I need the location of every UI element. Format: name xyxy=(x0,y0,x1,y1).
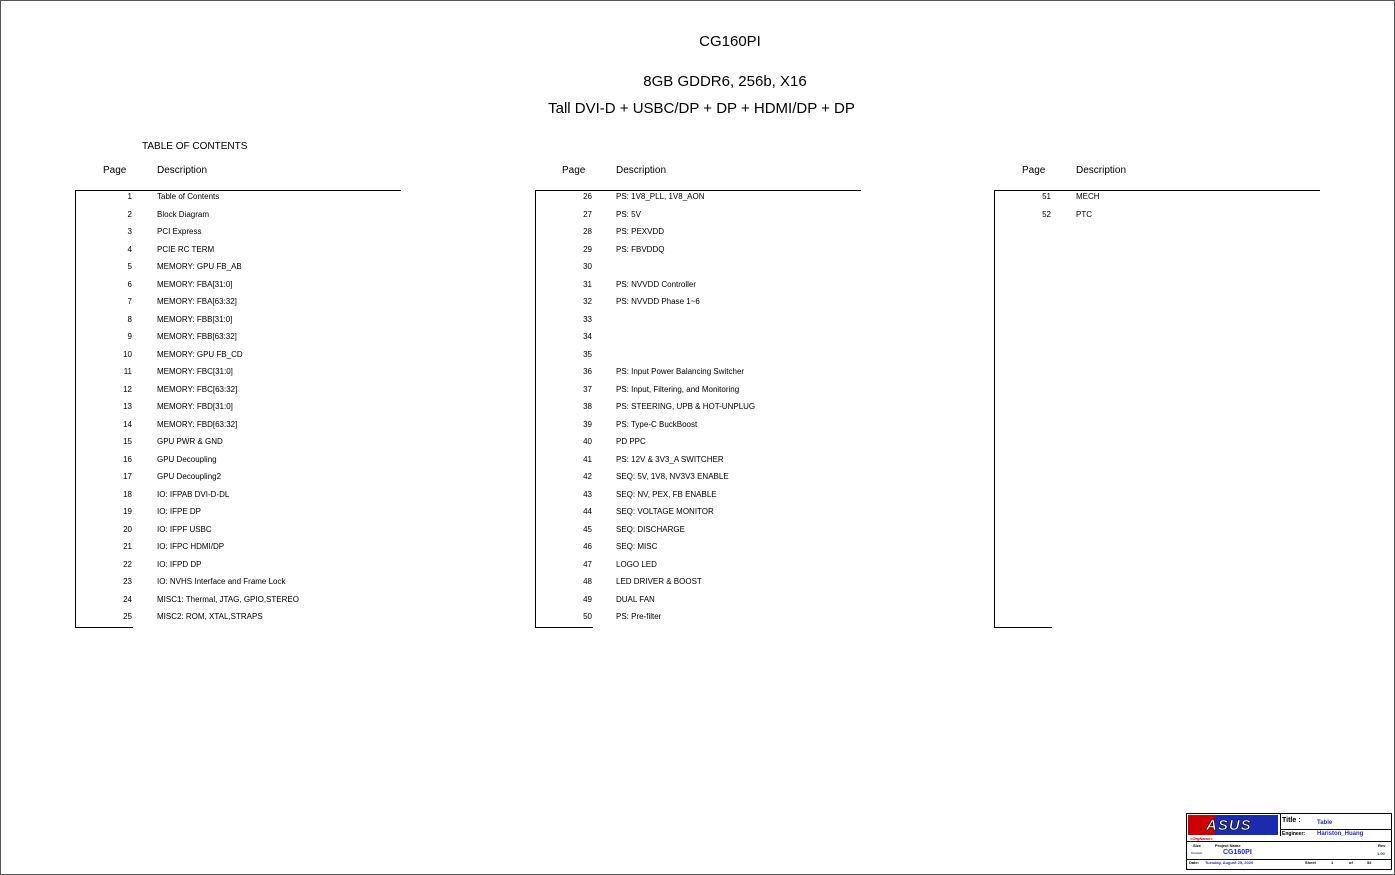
toc-page-number: 32 xyxy=(583,297,592,306)
toc-description: IO: IFPC HDMI/DP xyxy=(157,542,225,551)
toc-page-number: 15 xyxy=(123,437,132,446)
toc-description: Table of Contents xyxy=(157,192,220,201)
toc-description: PS: Input, Filtering, and Monitoring xyxy=(616,384,740,394)
toc-description: MECH xyxy=(1076,192,1100,201)
toc-description: PS: Input Power Balancing Switcher xyxy=(616,367,745,376)
toc-page-number: 30 xyxy=(583,262,592,271)
toc-description: MEMORY: FBB[31:0] xyxy=(157,314,233,324)
toc-description: MEMORY: FBA[31:0] xyxy=(157,279,233,289)
toc-page-number: 47 xyxy=(583,559,592,569)
toc-page-number: 9 xyxy=(127,332,132,341)
toc-page-number: 49 xyxy=(583,594,592,604)
size-value: Custom xyxy=(1191,851,1203,855)
rev-label: Rev xyxy=(1378,843,1386,848)
toc-page-number: 14 xyxy=(123,419,132,429)
title-block-rule xyxy=(1187,841,1391,842)
engineer-value: Hariston_Huang xyxy=(1317,831,1364,837)
asus-logo xyxy=(1188,815,1278,835)
toc-description: LED DRIVER & BOOST xyxy=(616,577,702,586)
org-name: <OrgName> xyxy=(1190,836,1213,841)
toc-description: PS: FBVDDQ xyxy=(616,244,665,254)
toc-description: IO: IFPD DP xyxy=(157,559,202,569)
toc-description: Block Diagram xyxy=(157,209,210,219)
date-value: Tuesday, August 25, 2020 xyxy=(1205,860,1254,865)
toc-description: IO: IFPE DP xyxy=(157,507,202,516)
outputs-title: Tall DVI-D + USBC/DP + DP + HDMI/DP + DP xyxy=(548,100,855,117)
toc-page-number: 45 xyxy=(583,524,592,534)
toc-description: MEMORY: FBC[31:0] xyxy=(157,367,233,376)
rev-value: 1.00 xyxy=(1377,851,1385,856)
toc-page-number: 1 xyxy=(127,192,132,201)
toc-description: GPU Decoupling2 xyxy=(157,472,222,481)
toc-page-number: 22 xyxy=(123,559,132,569)
toc-description: MEMORY: FBB[63:32] xyxy=(157,332,237,341)
page-column-header: Page xyxy=(562,165,586,176)
toc-page-number: 13 xyxy=(123,402,132,411)
toc-page-number: 43 xyxy=(583,489,592,499)
description-column-header: Description xyxy=(157,165,208,176)
description-column-header: Description xyxy=(616,165,667,176)
toc-description: PS: 12V & 3V3_A SWITCHER xyxy=(616,454,724,464)
toc-page-number: 2 xyxy=(127,209,132,219)
toc-page-number: 16 xyxy=(123,454,132,464)
toc-heading: TABLE OF CONTENTS xyxy=(142,141,248,152)
toc-page-number: 4 xyxy=(127,244,132,254)
toc-page-number: 3 xyxy=(127,227,132,236)
toc-description: MISC2: ROM, XTAL,STRAPS xyxy=(157,612,263,621)
toc-description: PCI Express xyxy=(157,227,202,236)
toc-page-number: 20 xyxy=(123,524,132,534)
memory-config-title: 8GB GDDR6, 256b, X16 xyxy=(643,73,807,90)
toc-page-number: 37 xyxy=(583,384,592,394)
toc-page-number: 17 xyxy=(123,472,132,481)
project-name-label: Project Name xyxy=(1215,843,1241,848)
toc-page-number: 42 xyxy=(583,472,592,481)
date-label: Date: xyxy=(1189,860,1200,865)
logo-text: ASUS xyxy=(1206,817,1252,834)
toc-page-number: 29 xyxy=(583,244,592,254)
title-block xyxy=(1186,813,1392,870)
toc-page-number: 44 xyxy=(583,507,592,516)
toc-description: SEQ: MISC xyxy=(616,542,658,551)
project-name-value: CG160PI xyxy=(1223,849,1252,856)
table-left-rule xyxy=(535,190,536,627)
toc-page-number: 10 xyxy=(123,349,132,359)
toc-description: PS: PEXVDD xyxy=(616,227,665,236)
page-column-header: Page xyxy=(103,165,127,176)
project-title: CG160PI xyxy=(699,33,761,50)
toc-description: PD PPC xyxy=(616,437,646,446)
engineer-label: Engineer: xyxy=(1282,831,1306,837)
toc-page-number: 12 xyxy=(123,384,132,394)
toc-description: IO: IFPF USBC xyxy=(157,524,212,534)
toc-page-number: 8 xyxy=(127,314,132,324)
toc-description: SEQ: DISCHARGE xyxy=(616,524,685,534)
toc-page-number: 24 xyxy=(123,594,132,604)
toc-page-number: 38 xyxy=(583,402,592,411)
toc-description: PS: 5V xyxy=(616,209,641,219)
toc-description: MEMORY: FBD[63:32] xyxy=(157,419,238,429)
toc-page-number: 11 xyxy=(123,367,132,376)
toc-description: IO: NVHS Interface and Frame Lock xyxy=(157,577,286,586)
toc-page-number: 51 xyxy=(1042,192,1051,201)
toc-page-number: 18 xyxy=(123,489,132,499)
toc-page-number: 23 xyxy=(123,577,132,586)
toc-description: PS: 1V8_PLL, 1V8_AON xyxy=(616,192,705,201)
toc-page-number: 40 xyxy=(583,437,592,446)
toc-description: GPU PWR & GND xyxy=(157,437,223,446)
toc-description: SEQ: NV, PEX, FB ENABLE xyxy=(616,489,717,499)
toc-description: DUAL FAN xyxy=(616,594,655,604)
page-column-header: Page xyxy=(1022,165,1046,176)
toc-description: PS: NVVDD Controller xyxy=(616,279,697,289)
toc-description: SEQ: 5V, 1V8, NV3V3 ENABLE xyxy=(616,472,729,481)
toc-page-number: 34 xyxy=(583,332,592,341)
toc-description: MISC1: Thermal, JTAG, GPIO,STEREO xyxy=(157,594,299,604)
table-bottom-rule xyxy=(75,627,133,628)
toc-description: SEQ: VOLTAGE MONITOR xyxy=(616,507,714,516)
toc-description: LOGO LED xyxy=(616,559,657,569)
toc-description: GPU Decoupling xyxy=(157,454,217,464)
toc-page-number: 19 xyxy=(123,507,132,516)
toc-description: PS: Type-C BuckBoost xyxy=(616,419,698,429)
table-bottom-rule xyxy=(994,627,1052,628)
toc-page-number: 48 xyxy=(583,577,592,586)
size-label: Size xyxy=(1193,843,1202,848)
toc-page-number: 41 xyxy=(583,454,592,464)
table-left-rule xyxy=(994,190,995,627)
toc-description: PTC xyxy=(1076,209,1092,219)
toc-page-number: 26 xyxy=(583,192,592,201)
toc-page-number: 27 xyxy=(583,209,592,219)
toc-page-number: 21 xyxy=(123,542,132,551)
toc-page-number: 50 xyxy=(583,612,592,621)
toc-description: PCIE RC TERM xyxy=(157,244,215,254)
sheet-label: Sheet xyxy=(1305,860,1316,865)
toc-page-number: 36 xyxy=(583,367,592,376)
title-block-divider xyxy=(1280,814,1281,836)
description-column-header: Description xyxy=(1076,165,1127,176)
title-label: Title : xyxy=(1282,817,1301,824)
toc-page-number: 28 xyxy=(583,227,592,236)
table-left-rule xyxy=(75,190,76,627)
of-value: 52 xyxy=(1367,860,1372,865)
toc-description: MEMORY: GPU FB_CD xyxy=(157,349,243,359)
toc-page-number: 5 xyxy=(127,262,132,271)
title-value: Table xyxy=(1317,820,1333,826)
toc-description: PS: STEERING, UPB & HOT-UNPLUG xyxy=(616,402,756,411)
of-label: of xyxy=(1349,860,1353,865)
sheet-value: 1 xyxy=(1331,860,1334,865)
toc-page-number: 39 xyxy=(583,419,592,429)
toc-description: MEMORY: FBA[63:32] xyxy=(157,297,237,306)
toc-description: PS: NVVDD Phase 1~6 xyxy=(616,297,700,306)
toc-page-number: 33 xyxy=(583,314,592,324)
toc-page-number: 46 xyxy=(583,542,592,551)
toc-page-number: 35 xyxy=(583,349,592,359)
toc-description: MEMORY: GPU FB_AB xyxy=(157,262,242,271)
toc-page-number: 31 xyxy=(583,279,592,289)
toc-description: MEMORY: FBD[31:0] xyxy=(157,402,233,411)
toc-description: IO: IFPAB DVI-D-DL xyxy=(157,489,230,499)
toc-page-number: 7 xyxy=(127,297,132,306)
toc-page-number: 25 xyxy=(123,612,132,621)
toc-page-number: 52 xyxy=(1042,209,1051,219)
toc-description: PS: Pre-filter xyxy=(616,612,662,621)
toc-description: MEMORY: FBC[63:32] xyxy=(157,384,238,394)
title-block-rule xyxy=(1280,829,1391,830)
table-bottom-rule xyxy=(535,627,593,628)
toc-page-number: 6 xyxy=(127,279,132,289)
